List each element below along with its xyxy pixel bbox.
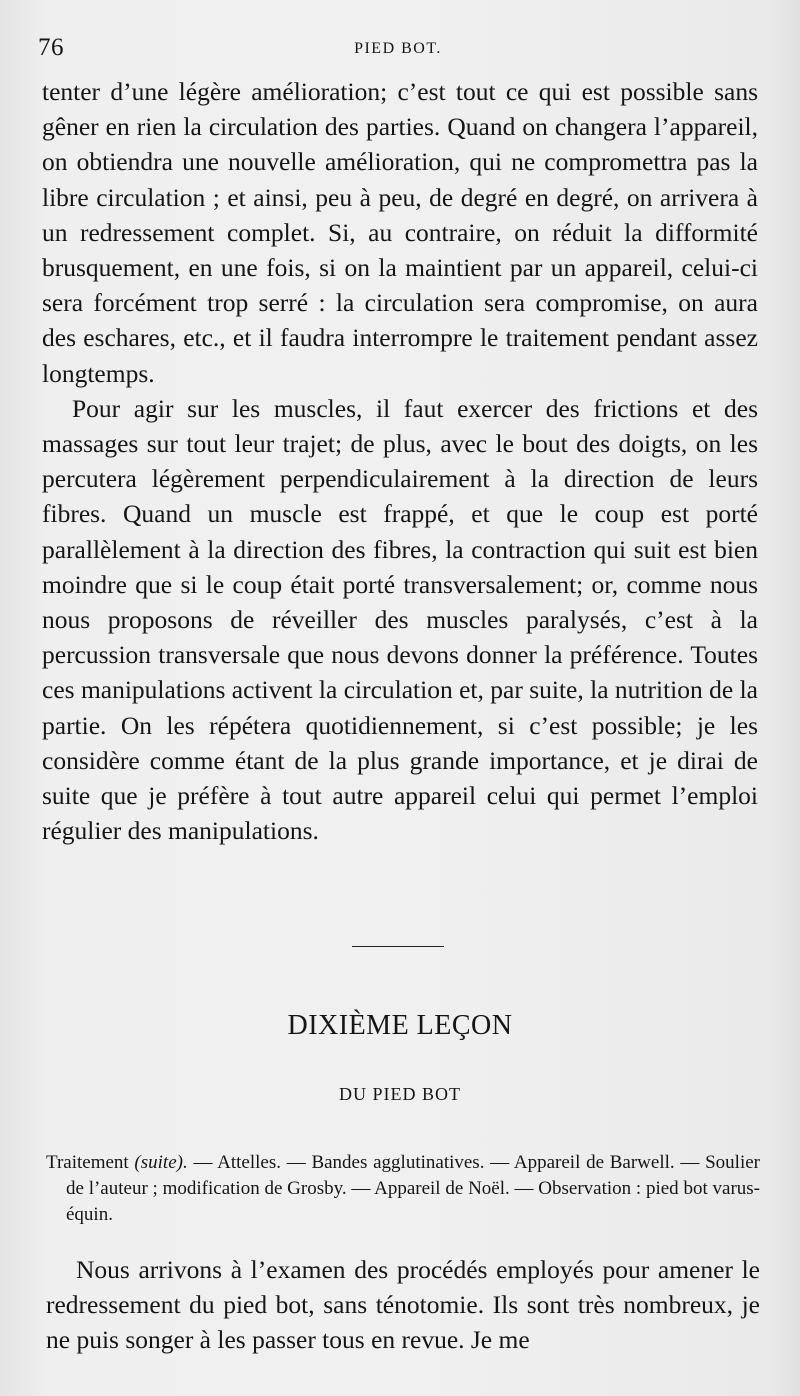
body-text	[42, 74, 758, 848]
page-header	[38, 34, 758, 66]
page-number: 76	[38, 34, 64, 61]
closing-text	[46, 1252, 760, 1358]
running-head: PIED BOT.	[354, 40, 442, 57]
lesson-subtitle: DU PIED BOT	[339, 1084, 461, 1104]
summary-lead: Traitement	[46, 1152, 135, 1173]
lesson-title: DIXIÈME LEÇON	[287, 1010, 513, 1041]
summary-text	[46, 1150, 760, 1228]
summary-rest: — Attelles. — Bandes agglutinatives. — Appareil de Barwell. — Soulier de l’auteur ; modification de Grosby. — Appareil de Noël. — Observation : pied bot varus-équin.	[66, 1152, 760, 1225]
paragraph-opening: Nous arrivons à l’examen des procédés employés pour amener le redressement du pied bot, sans ténotomie. Ils sont très nombreux, je ne puis songer à les passer tous en revue. Je me	[46, 1255, 760, 1355]
lesson-summary	[46, 1150, 760, 1228]
paragraph-muscles: Pour agir sur les muscles, il faut exercer des frictions et des massages sur tout leur trajet; de plus, avec le bout des doigts, on les percutera légèrement perpendiculairement à la direction de leurs fibres. Quand un muscle est frappé, et que le coup est porté parallèlement à la direction des fibres, la contraction qui suit est bien moindre que si le coup était porté transversalement; or, comme nous nous proposons de réveiller des muscles paralysés, c’est à la percussion transversale que nous devons donner la préférence. Toutes ces manipulations activent la circulation et, par suite, la nutrition de la partie. On les répétera quotidiennement, si c’est possible; je les considère comme étant de la plus grande importance, et je dirai de suite que je préfère à tout autre appareil celui qui permet l’emploi régulier des manipulations.	[42, 393, 758, 846]
section-separator	[352, 946, 444, 947]
summary-suite: (suite).	[134, 1152, 188, 1173]
paragraph-continuation: tenter d’une légère amélioration; c’est tout ce qui est possible sans gêner en rien la circulation des parties. Quand on changera l’appareil, on obtiendra une nouvelle amélioration, qui ne compromettra pas la libre circulation ; et ainsi, peu à peu, de degré en degré, on arrivera à un redressement complet. Si, au contraire, on réduit la difformité brusquement, en une fois, si on la maintient par un appareil, celui-ci sera forcément trop serré : la circulation sera compromise, on aura des eschares, etc., et il faudra interrompre le traitement pendant assez longtemps.	[42, 77, 758, 388]
